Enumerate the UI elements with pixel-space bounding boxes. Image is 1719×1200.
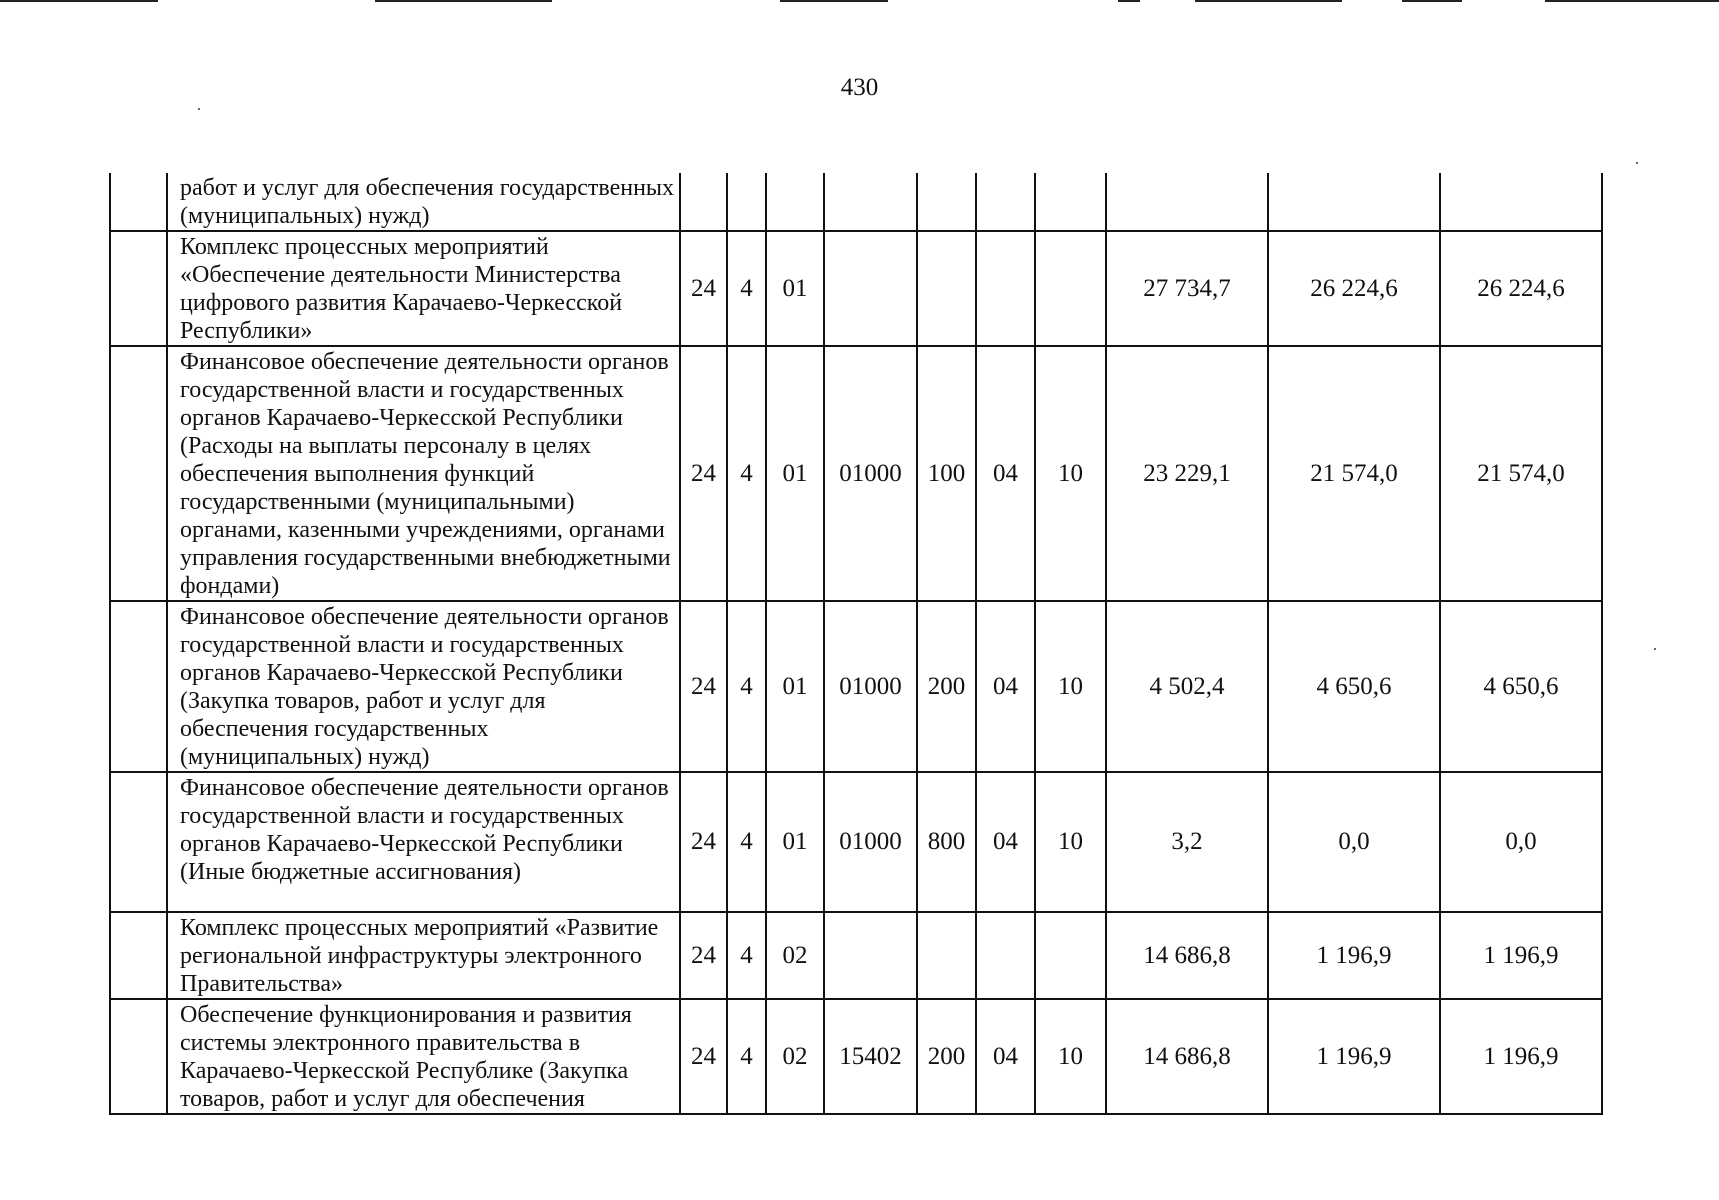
amount-cell-v1: 23 229,1 [1106, 346, 1268, 601]
amount-cell-v2: 26 224,6 [1268, 231, 1440, 346]
table-row [110, 601, 1602, 772]
amount-cell-v3: 1 196,9 [1440, 999, 1602, 1114]
scan-artifact-line [1402, 0, 1462, 2]
code-cell-c7 [1035, 173, 1106, 231]
amount-cell-v2: 1 196,9 [1268, 912, 1440, 999]
amount-cell-v1: 27 734,7 [1106, 231, 1268, 346]
code-cell-c6: 04 [976, 346, 1035, 601]
amount-cell-v1: 4 502,4 [1106, 601, 1268, 772]
code-cell-c1: 24 [680, 912, 727, 999]
table-row [110, 231, 1602, 346]
amount-cell-v2: 4 650,6 [1268, 601, 1440, 772]
scan-artifact-line [1118, 0, 1140, 2]
amount-cell-v2: 0,0 [1268, 772, 1440, 912]
amount-cell-v2: 1 196,9 [1268, 999, 1440, 1114]
code-cell-c7 [1035, 912, 1106, 999]
amount-cell-v3: 21 574,0 [1440, 346, 1602, 601]
code-cell-c2: 4 [727, 772, 766, 912]
code-cell-c1: 24 [680, 231, 727, 346]
code-cell-c6: 04 [976, 601, 1035, 772]
code-cell-c5: 800 [917, 772, 976, 912]
code-cell-c3: 01 [766, 346, 824, 601]
table-row [110, 912, 1602, 999]
scan-artifact-dot [1636, 162, 1638, 164]
code-cell-c3: 01 [766, 772, 824, 912]
code-cell-c4: 01000 [824, 346, 917, 601]
code-cell-c4 [824, 912, 917, 999]
code-cell-c7: 10 [1035, 601, 1106, 772]
code-cell-c7 [1035, 231, 1106, 346]
code-cell-c3: 01 [766, 601, 824, 772]
index-cell [110, 601, 167, 772]
index-cell [110, 999, 167, 1114]
code-cell-c6: 04 [976, 999, 1035, 1114]
amount-cell-v1 [1106, 173, 1268, 231]
description-cell: Комплекс процессных мероприятий «Развитие региональной инфраструктуры электронного Правительства» [167, 912, 680, 999]
code-cell-c5 [917, 231, 976, 346]
code-cell-c4: 01000 [824, 772, 917, 912]
index-cell [110, 231, 167, 346]
code-cell-c3 [766, 173, 824, 231]
code-cell-c6 [976, 231, 1035, 346]
scan-artifact-line [0, 0, 158, 2]
code-cell-c2: 4 [727, 601, 766, 772]
amount-cell-v3 [1440, 173, 1602, 231]
description-cell: Обеспечение функционирования и развития системы электронного правительства в Карачаево-Черкесской Республике (Закупка товаров, работ и услуг для обеспечения [167, 999, 680, 1114]
code-cell-c2: 4 [727, 912, 766, 999]
code-cell-c3: 01 [766, 231, 824, 346]
page-number: 430 [840, 74, 879, 101]
code-cell-c7: 10 [1035, 772, 1106, 912]
code-cell-c7: 10 [1035, 346, 1106, 601]
code-cell-c2 [727, 173, 766, 231]
scan-artifact-line [780, 0, 888, 2]
index-cell [110, 346, 167, 601]
table-row [110, 772, 1602, 912]
amount-cell-v1: 14 686,8 [1106, 999, 1268, 1114]
code-cell-c1 [680, 173, 727, 231]
code-cell-c7: 10 [1035, 999, 1106, 1114]
amount-cell-v3: 1 196,9 [1440, 912, 1602, 999]
code-cell-c2: 4 [727, 346, 766, 601]
code-cell-c4 [824, 173, 917, 231]
description-cell: Финансовое обеспечение деятельности органов государственной власти и государственных органов Карачаево-Черкесской Республики (Иные бюджетные ассигнования) [167, 772, 680, 912]
scan-artifact-dot [1654, 648, 1656, 650]
code-cell-c4: 15402 [824, 999, 917, 1114]
scan-artifact-line [1195, 0, 1342, 2]
code-cell-c5 [917, 912, 976, 999]
code-cell-c5: 200 [917, 601, 976, 772]
table-row [110, 346, 1602, 601]
description-cell: работ и услуг для обеспечения государственных (муниципальных) нужд) [167, 173, 680, 231]
code-cell-c5: 200 [917, 999, 976, 1114]
table-row [110, 999, 1602, 1114]
scan-artifact-dot [198, 108, 200, 110]
description-cell: Финансовое обеспечение деятельности органов государственной власти и государственных органов Карачаево-Черкесской Республики (Закупка товаров, работ и услуг для обеспечения государственных (муниципальных) нужд) [167, 601, 680, 772]
scan-artifact-line [375, 0, 552, 2]
code-cell-c2: 4 [727, 231, 766, 346]
code-cell-c3: 02 [766, 999, 824, 1114]
amount-cell-v2: 21 574,0 [1268, 346, 1440, 601]
amount-cell-v1: 3,2 [1106, 772, 1268, 912]
amount-cell-v3: 26 224,6 [1440, 231, 1602, 346]
amount-cell-v3: 0,0 [1440, 772, 1602, 912]
code-cell-c1: 24 [680, 601, 727, 772]
amount-cell-v1: 14 686,8 [1106, 912, 1268, 999]
code-cell-c1: 24 [680, 999, 727, 1114]
code-cell-c4: 01000 [824, 601, 917, 772]
amount-cell-v3: 4 650,6 [1440, 601, 1602, 772]
code-cell-c1: 24 [680, 772, 727, 912]
amount-cell-v2 [1268, 173, 1440, 231]
code-cell-c5 [917, 173, 976, 231]
code-cell-c1: 24 [680, 346, 727, 601]
budget-table [109, 173, 1603, 1115]
description-cell: Комплекс процессных мероприятий «Обеспечение деятельности Министерства цифрового развития Карачаево-Черкесской Республики» [167, 231, 680, 346]
code-cell-c6 [976, 173, 1035, 231]
code-cell-c5: 100 [917, 346, 976, 601]
code-cell-c6: 04 [976, 772, 1035, 912]
description-cell: Финансовое обеспечение деятельности органов государственной власти и государственных органов Карачаево-Черкесской Республики (Расходы на выплаты персоналу в целях обеспечения выполнения функций государственными (муниципальными) органами, казенными учреждениями, органами управления государственными внебюджетными фондами) [167, 346, 680, 601]
code-cell-c3: 02 [766, 912, 824, 999]
code-cell-c6 [976, 912, 1035, 999]
scan-artifact-line [1545, 0, 1719, 2]
index-cell [110, 772, 167, 912]
index-cell [110, 912, 167, 999]
table-row [110, 173, 1602, 231]
code-cell-c4 [824, 231, 917, 346]
index-cell [110, 173, 167, 231]
code-cell-c2: 4 [727, 999, 766, 1114]
